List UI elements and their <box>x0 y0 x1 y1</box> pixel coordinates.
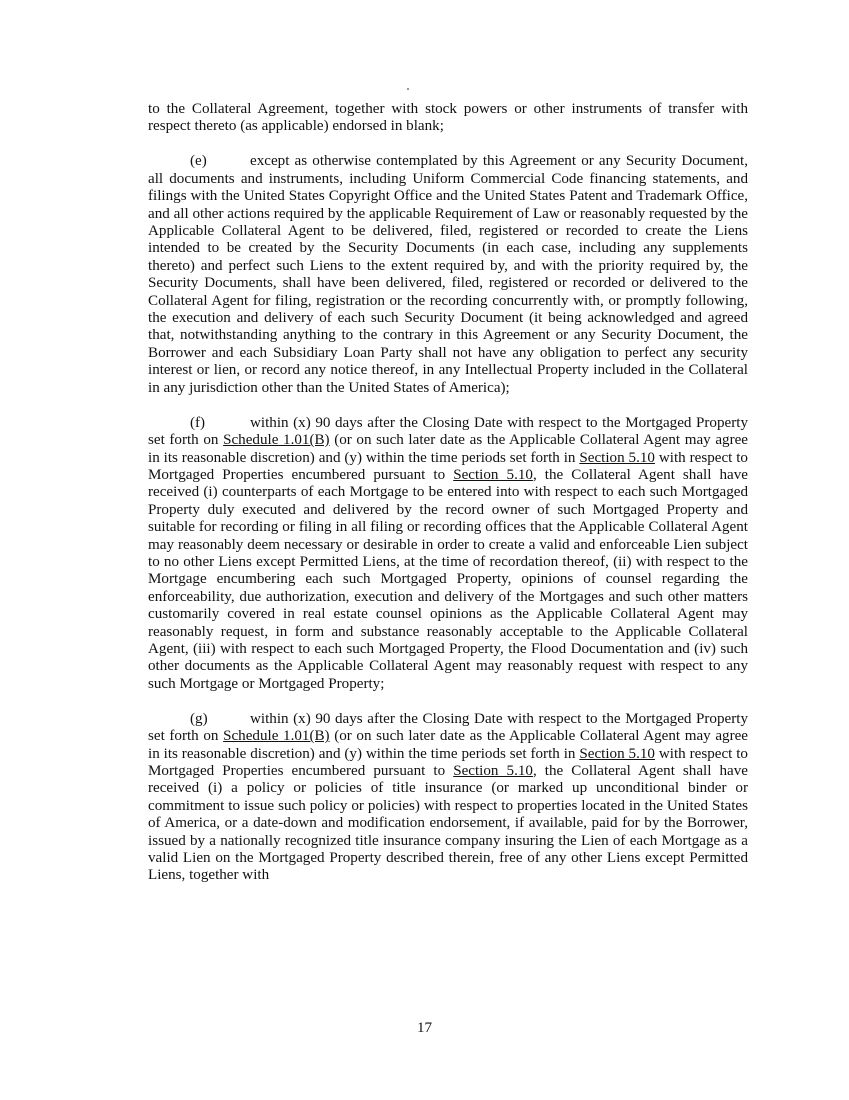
continuation-paragraph: to the Collateral Agreement, together with stock powers or other instruments of transfer with respect thereto (as applicable) endorsed in blank; <box>148 101 748 135</box>
paragraph-f-text-1: within (x) 90 days after the Closing Date with respect to the Mortgaged Property set forth on <box>148 414 748 449</box>
section-5-10-reference: Section 5.10 <box>453 466 533 483</box>
document-body <box>148 101 748 902</box>
paragraph-g-text-2: (or on such later date as the Applicable Collateral Agent may agree in its reasonable discretion) and (y) within the time periods set forth in <box>148 728 749 762</box>
section-5-10-reference: Section 5.10 <box>453 763 533 779</box>
paragraph-f <box>148 415 748 694</box>
paragraph-f-text-2: (or on such later date as the Applicable Collateral Agent may agree in its reasonable discretion) and (y) within the time periods set forth in <box>148 432 749 466</box>
page-number: 17 <box>416 1020 433 1036</box>
section-5-10-reference: Section 5.10 <box>579 745 655 762</box>
paragraph-g <box>148 711 748 885</box>
schedule-1-01b-reference: Schedule 1.01(B) <box>223 432 330 449</box>
schedule-1-01b-reference: Schedule 1.01(B) <box>223 728 330 745</box>
paragraph-e-label: (e) <box>190 153 207 170</box>
section-5-10-reference: Section 5.10 <box>579 449 655 466</box>
paragraph-f-text-3: with respect to Mortgaged Properties encumbered pursuant to <box>148 449 748 483</box>
paragraph-f-text-4: , the Collateral Agent shall have received (i) counterparts of each Mortgage to be entered into with respect to each such Mortgaged Property duly executed and delivered by the record owner of such Mortgaged Property and suitable for recording or filing in all filing or recording offices that the Applicable Collateral Agent may reasonably deem necessary or desirable in order to create a valid and enforceable Lien subject to no other Liens except Permitted Liens, at the time of recordation thereof, (ii) with respect to the Mortgage encumbering each such Mortgaged Property, opinions of counsel regarding the enforceability, due authorization, execution and delivery of the Mortgages and such other matters customarily covered in real estate counsel opinions as the Applicable Collateral Agent may reasonably request, in form and substance reasonably acceptable to the Applicable Collateral Agent, (iii) with respect to each such Mortgaged Property, the Flood Documentation and (iv) such other documents as the Applicable Collateral Agent may reasonably request with respect to any such Mortgage or Mortgaged Property; <box>148 466 748 692</box>
page-mark <box>407 88 409 90</box>
paragraph-g-text-4: , the Collateral Agent shall have received (i) a policy or policies of title insurance (or marked up unconditional binder or commitment to issue such policy or policies) with respect to properties located in the United States of America, or a date-down and modification endorsement, if available, paid for by the Borrower, issued by a nationally recognized title insurance company insuring the Lien of each Mortgage as a valid Lien on the Mortgaged Property described therein, free of any other Liens except Permitted Liens, together with <box>148 763 748 884</box>
paragraph-e <box>148 153 748 397</box>
paragraph-g-text-1: within (x) 90 days after the Closing Date with respect to the Mortgaged Property set forth on <box>148 710 748 745</box>
paragraph-g-text-3: with respect to Mortgaged Properties encumbered pursuant to <box>148 745 748 779</box>
paragraph-g-label: (g) <box>190 710 208 727</box>
paragraph-e-text: except as otherwise contemplated by this Agreement or any Security Document, all documents and instruments, including Uniform Commercial Code financing statements, and filings with the United States Copyright Office and the United States Patent and Trademark Office, and all other actions required by the applicable Requirement of Law or reasonably requested by the Applicable Collateral Agent to be delivered, filed, registered or recorded to create the Liens intended to be created by the Security Documents (in each case, including any supplements thereto) and perfect such Liens to the extent required by, and with the priority required by, the Security Documents, shall have been delivered, filed, registered or recorded or delivered to the Collateral Agent for filing, registration or the recording concurrently with, or promptly following, the execution and delivery of each such Security Document (it being acknowledged and agreed that, notwithstanding anything to the contrary in this Agreement or any Security Document, the Borrower and each Subsidiary Loan Party shall not have any obligation to perfect any security interest or lien, or record any notice thereof, in any Intellectual Property included in the Collateral in any jurisdiction other than the United States of America); <box>148 153 748 396</box>
paragraph-f-label: (f) <box>190 414 206 431</box>
